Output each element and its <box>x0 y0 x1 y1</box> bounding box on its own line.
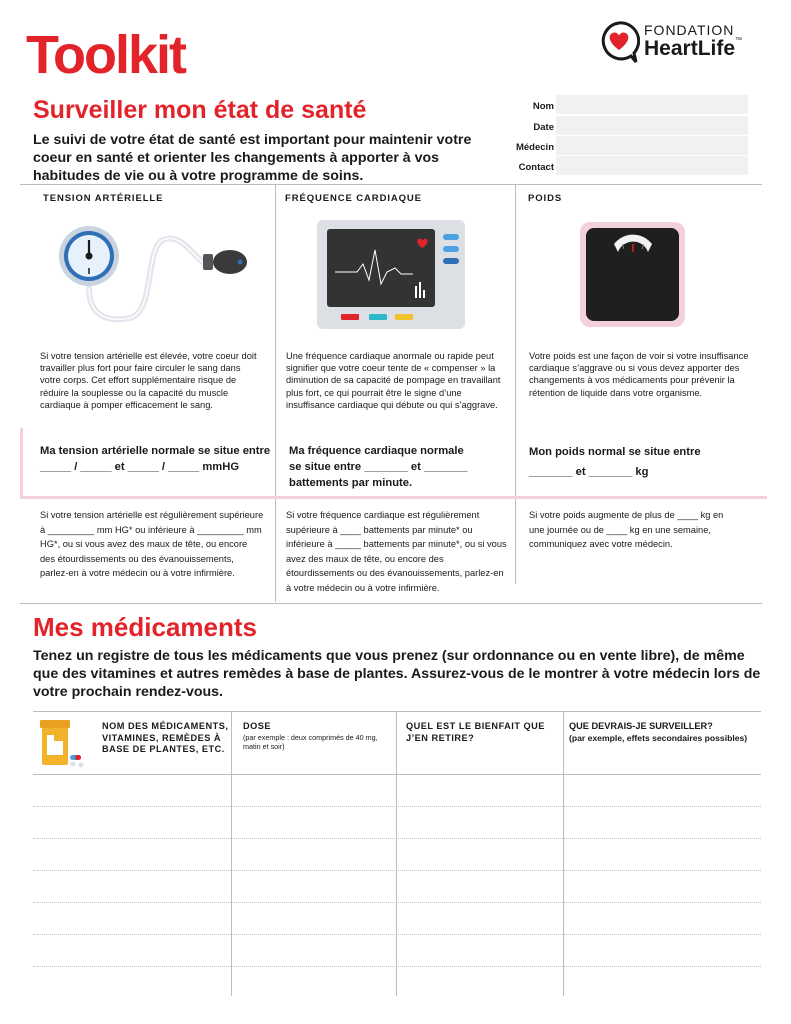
blood-pressure-monitor-icon <box>55 218 250 328</box>
divider <box>515 184 516 584</box>
row-name-cell[interactable] <box>33 839 231 870</box>
bp-normal-line1: Ma tension artérielle normale se situe entre <box>40 445 271 457</box>
patient-info-form <box>494 95 754 177</box>
table-row <box>33 935 761 966</box>
hr-normal-line3: battements par minute. <box>289 477 413 489</box>
medications-table <box>33 712 761 997</box>
weight-normal-line1: Mon poids normal se situe entre <box>529 446 701 458</box>
row-watch-cell[interactable] <box>564 871 761 902</box>
row-watch-cell[interactable] <box>564 807 761 838</box>
hr-description: Une fréquence cardiaque anormale ou rapide peut signifier que votre coeur tente de « compenser » la diminution de sa capacité de pompage en travaillant plus fort, ce qui pourrait être le signe d’une insuffisance cardiaque qui débute ou qui s’aggrave. <box>286 351 501 410</box>
heartlife-logo <box>598 20 758 66</box>
bp-normal-line2[interactable]: _____ / _____ et _____ / _____ mmHG <box>40 461 240 473</box>
row-name-cell[interactable] <box>33 871 231 902</box>
table-body <box>33 775 761 997</box>
row-dose-cell[interactable] <box>232 903 396 934</box>
field-label-nom: Nom <box>532 101 554 112</box>
col-header-dose-sub: (par exemple : deux comprimés de 40 mg, matin et soir) <box>243 732 378 751</box>
row-name-cell[interactable] <box>33 967 231 997</box>
row-name-cell[interactable] <box>33 935 231 966</box>
meds-title: Mes médicaments <box>33 612 257 642</box>
name-field[interactable] <box>556 95 748 114</box>
row-watch-cell[interactable] <box>564 967 761 997</box>
row-benefit-cell[interactable] <box>397 967 563 997</box>
row-benefit-cell[interactable] <box>397 903 563 934</box>
col-header-watch <box>569 721 761 744</box>
table-row <box>33 871 761 902</box>
col-header-dose-title: DOSE <box>243 721 272 731</box>
pink-band-bottom <box>20 496 767 499</box>
field-label-medecin: Médecin <box>515 142 554 153</box>
pink-band-left <box>20 428 23 499</box>
row-watch-cell[interactable] <box>564 935 761 966</box>
weight-normal-line2[interactable]: _______ et _______ kg <box>529 466 649 478</box>
heart-logo-icon <box>598 20 640 64</box>
row-benefit-cell[interactable] <box>397 839 563 870</box>
divider <box>20 184 762 185</box>
row-dose-cell[interactable] <box>232 775 396 806</box>
health-title: Surveiller mon état de santé <box>33 96 367 124</box>
row-dose-cell[interactable] <box>232 839 396 870</box>
row-watch-cell[interactable] <box>564 775 761 806</box>
row-watch-cell[interactable] <box>564 903 761 934</box>
row-dose-cell[interactable] <box>232 967 396 997</box>
col-header-name: NOM DES MÉDICAMENTS, VITAMINES, REMÈDES À BASE DE PLANTES, ETC. <box>102 721 229 754</box>
hr-alert: Si votre fréquence cardiaque est régulièrement supérieure à ____ battements par minute* ou inférieure à _____ battements par minute*, ou si vous avez des maux de tête, ou encore des étourdissements ou des évanouissements, parlez-en à votre médecin ou à votre infirmière. <box>286 510 507 593</box>
bp-description: Si votre tension artérielle est élevée, votre coeur doit travailler plus fort pour faire circuler le sang dans votre corps. Cet effort supplémentaire risque de réduire la souplesse ou la capacité du muscle cardiaque à pomper efficacement le sang. <box>40 351 257 410</box>
logo-tm: ™ <box>735 37 743 44</box>
table-row <box>33 967 761 997</box>
hr-normal-line1: Ma fréquence cardiaque normale <box>289 445 464 457</box>
pill-bottle-icon <box>39 717 91 769</box>
col-header-watch-title: QUE DEVRAIS-JE SURVEILLER? <box>569 721 713 731</box>
row-benefit-cell[interactable] <box>397 775 563 806</box>
weight-alert: Si votre poids augmente de plus de ____ kg en une journée ou de ____ kg en une semaine, communiquez avec votre médecin. <box>529 510 724 550</box>
col-header-dose <box>243 721 393 751</box>
heart-rate-monitor-icon <box>317 220 467 330</box>
hr-normal-line2[interactable]: se situe entre _______ et _______ <box>289 461 468 473</box>
logo-fondation: FONDATION <box>644 22 735 38</box>
table-row <box>33 903 761 934</box>
logo-heartlife <box>644 37 742 61</box>
bp-title: TENSION ARTÉRIELLE <box>43 193 164 204</box>
toolkit-title: Toolkit <box>26 25 185 85</box>
row-benefit-cell[interactable] <box>397 935 563 966</box>
row-dose-cell[interactable] <box>232 807 396 838</box>
table-row <box>33 807 761 838</box>
row-dose-cell[interactable] <box>232 935 396 966</box>
logo-heartlife-text: HeartLife <box>644 37 736 60</box>
row-dose-cell[interactable] <box>232 871 396 902</box>
col-header-benefit: QUEL EST LE BIENFAIT QUE J’EN RETIRE? <box>406 721 545 743</box>
weight-scale-icon <box>580 222 686 328</box>
row-name-cell[interactable] <box>33 775 231 806</box>
row-benefit-cell[interactable] <box>397 807 563 838</box>
field-label-contact: Contact <box>518 162 554 173</box>
weight-normal-range <box>529 442 753 482</box>
row-watch-cell[interactable] <box>564 839 761 870</box>
table-row <box>33 839 761 870</box>
contact-field[interactable] <box>556 156 748 175</box>
field-label-date: Date <box>533 122 554 133</box>
weight-title: POIDS <box>528 193 563 204</box>
bp-normal-range <box>40 443 272 475</box>
weight-description: Votre poids est une façon de voir si votre insuffisance cardiaque s’aggrave ou si vous devez apporter des changements à vos médicaments pour prévenir la rétention de liquide dans votre organisme. <box>529 351 749 398</box>
table-row <box>33 775 761 806</box>
row-benefit-cell[interactable] <box>397 871 563 902</box>
meds-intro: Tenez un registre de tous les médicaments que vous prenez (sur ordonnance ou en vente libre), de même que des vitamines et autres remèdes à base de plantes. Assurez-vous de le montrer à votre médecin lors de votre prochain rendez-vous. <box>33 648 761 700</box>
bp-alert: Si votre tension artérielle est régulièrement supérieure à _________ mm HG* ou inférieure à _________ mm HG*, ou si vous avez des maux de tête, ou encore des étourdissements ou des évanouissements, parlez-en à votre médecin ou à votre infirmière. <box>40 510 264 579</box>
hr-title: FRÉQUENCE CARDIAQUE <box>285 193 422 204</box>
doctor-field[interactable] <box>556 136 748 155</box>
health-intro: Le suivi de votre état de santé est important pour maintenir votre coeur en santé et orienter les changements à apporter à vos habitudes de vie ou à votre programme de soins. <box>33 132 472 184</box>
row-name-cell[interactable] <box>33 903 231 934</box>
divider <box>275 184 276 602</box>
row-name-cell[interactable] <box>33 807 231 838</box>
col-header-watch-sub: (par exemple, effets secondaires possibles) <box>569 732 748 743</box>
date-field[interactable] <box>556 116 748 135</box>
divider <box>20 603 762 604</box>
hr-normal-range <box>289 443 513 491</box>
